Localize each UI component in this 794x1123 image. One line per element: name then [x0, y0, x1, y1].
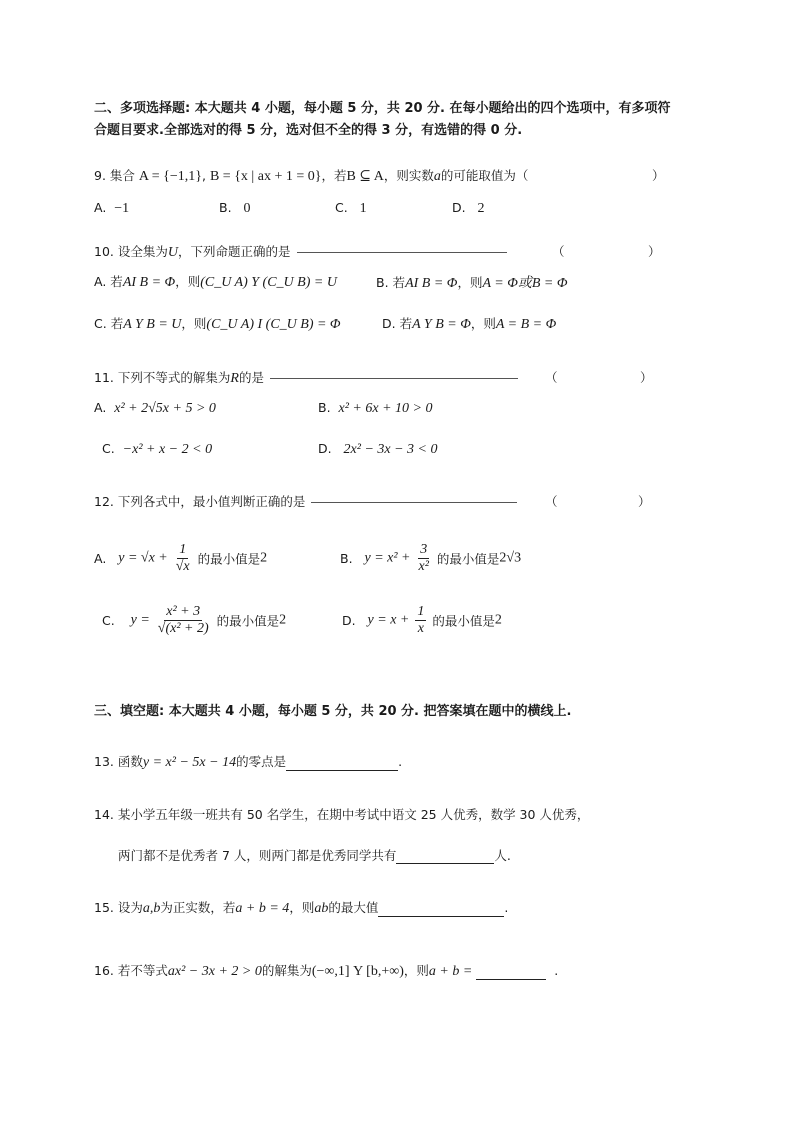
fraction — [415, 604, 426, 637]
option-min-value: 2 — [494, 612, 502, 628]
option-value: −1 — [114, 201, 130, 216]
section2-title-line1: 二、多项选择题: 本大题共 4 小题，每小题 5 分，共 20 分. 在每小题给出的四个选项中，有多项符 — [94, 101, 671, 116]
q9-option-a — [94, 200, 129, 217]
q15-condition: a + b = 4 — [235, 901, 290, 916]
option-math: y = — [130, 612, 150, 628]
q13-period: . — [398, 754, 403, 769]
fraction-denominator: √(x² + 2) — [157, 621, 209, 636]
q15-number: 15. — [94, 900, 114, 915]
q13-text2: 的零点是 — [236, 754, 287, 769]
option-math: −x² + x − 2 < 0 — [122, 442, 213, 457]
option-label: D. — [452, 200, 466, 215]
fraction — [417, 542, 431, 575]
q16-number: 16. — [94, 963, 114, 978]
option-text: ，则 — [457, 275, 483, 290]
q11-option-d — [318, 441, 438, 458]
q14-number: 14. — [94, 807, 114, 822]
q9-set-b: B = {x | ax + 1 = 0} — [209, 169, 322, 184]
option-text: 的最小值是 — [216, 613, 280, 629]
q16-inequality: ax² − 3x + 2 > 0 — [167, 964, 262, 979]
option-math: AI B = Φ — [122, 275, 176, 290]
q12-stem — [94, 492, 523, 510]
q16-period: . — [554, 963, 559, 978]
option-label: C. — [94, 316, 107, 331]
fraction — [156, 604, 211, 637]
option-label: C. — [335, 200, 348, 215]
fraction-denominator: x — [417, 621, 424, 636]
option-min-value: 2 — [260, 550, 268, 566]
q16-text2: 的解集为 — [261, 963, 312, 978]
option-value: 2 — [477, 201, 485, 216]
q10-stem — [94, 242, 513, 261]
q9-option-d — [452, 200, 485, 217]
q11-paren-left: （ — [545, 370, 558, 385]
option-text: 的最小值是 — [197, 551, 261, 567]
q10-dash-line — [297, 252, 507, 253]
q13-function: y = x² − 5x − 14 — [142, 755, 237, 770]
option-label: B. — [340, 551, 353, 566]
q9-option-b — [219, 200, 250, 217]
q11-option-a — [94, 400, 216, 417]
option-min-value: 2√3 — [499, 550, 522, 566]
q9-text1: 集合 — [109, 168, 135, 183]
q10-option-d — [382, 314, 556, 333]
option-math: (C_U A) I (C_U B) = Φ — [206, 317, 341, 332]
q9-text4: ，则实数 — [383, 168, 434, 183]
option-math: y = √x + — [118, 550, 168, 566]
option-math: y = x + — [367, 612, 410, 628]
q13-answer-blank[interactable] — [286, 756, 398, 771]
q16-text1: 若不等式 — [117, 963, 168, 978]
section3-title: 三、填空题: 本大题共 4 小题，每小题 5 分，共 20 分. 把答案填在题中的横线上. — [94, 704, 572, 719]
option-math: x² + 2√5x + 5 > 0 — [114, 401, 216, 416]
q15-text1: 设为 — [117, 900, 143, 915]
option-text: 若 — [110, 316, 124, 331]
q14-answer-blank[interactable] — [396, 849, 494, 864]
q9-close-paren: ） — [652, 168, 665, 183]
option-label: D. — [318, 441, 332, 456]
fraction — [174, 542, 192, 575]
option-math: A Y B = U — [123, 317, 182, 332]
q11-text1: 下列不等式的解集为 — [117, 370, 231, 385]
q10-number: 10. — [94, 244, 114, 259]
q10-option-c — [94, 314, 341, 333]
option-min-value: 2 — [279, 612, 287, 628]
option-math: A = Φ或B = Φ — [482, 276, 568, 291]
option-label: A. — [94, 200, 107, 215]
q12-option-d — [342, 604, 502, 637]
q11-paren-right: ） — [640, 370, 653, 385]
q9-condition: B ⊆ A — [346, 169, 384, 184]
option-text: 的最小值是 — [432, 613, 495, 629]
q9-text3: ，若 — [321, 168, 347, 183]
q16-solution-set: (−∞,1] Y [b,+∞) — [311, 964, 404, 979]
fraction-numerator: 3 — [420, 542, 428, 557]
option-value: 0 — [243, 201, 251, 216]
option-math: AI B = Φ — [405, 276, 458, 291]
fraction-numerator: 1 — [179, 542, 187, 557]
q14-line1 — [94, 805, 589, 823]
q9-number: 9. — [94, 168, 106, 183]
option-label: B. — [219, 200, 232, 215]
q10-option-a — [94, 272, 337, 291]
option-text: ，则 — [470, 316, 496, 331]
q12-dash-line — [311, 502, 517, 503]
option-label: A. — [94, 274, 107, 289]
q11-text2: 的是 — [238, 370, 264, 385]
option-math: 2x² − 3x − 3 < 0 — [343, 442, 438, 457]
q14-text1: 某小学五年级一班共有 50 名学生，在期中考试中语文 25 人优秀，数学 30 人优秀， — [117, 807, 590, 822]
option-label: C. — [102, 613, 115, 628]
option-text: 若 — [110, 274, 123, 289]
q16-stem — [94, 961, 558, 980]
q11-number: 11. — [94, 370, 114, 385]
option-math: A Y B = Φ — [412, 317, 471, 332]
option-text: 若 — [399, 316, 413, 331]
q10-option-b — [376, 272, 568, 292]
q10-paren-right: ） — [648, 244, 661, 259]
option-label: A. — [94, 551, 107, 566]
q11-stem — [94, 368, 524, 387]
fraction-numerator: 1 — [417, 604, 425, 619]
q12-option-b — [340, 542, 521, 575]
q12-number: 12. — [94, 494, 114, 509]
q12-option-c — [102, 604, 286, 637]
option-label: D. — [382, 316, 396, 331]
option-math: y = x² + — [364, 550, 411, 566]
q11-option-c — [102, 441, 212, 458]
q12-text1: 下列各式中，最小值判断正确的是 — [117, 494, 306, 509]
q12-paren-right: ） — [638, 494, 651, 509]
q13-stem — [94, 752, 402, 771]
option-text: 的最小值是 — [436, 551, 500, 567]
q15-answer-blank[interactable] — [378, 902, 504, 917]
q15-period: . — [504, 900, 509, 915]
option-label: D. — [342, 613, 356, 628]
q12-paren-left: （ — [545, 494, 558, 509]
option-text: ，则 — [181, 316, 207, 331]
option-label: B. — [376, 275, 389, 290]
section2-title-line2: 合题目要求.全部选对的得 5 分，选对但不全的得 3 分，有选错的得 0 分. — [94, 123, 523, 138]
q16-sum: a + b = — [428, 964, 473, 979]
option-label: C. — [102, 441, 115, 456]
q12-option-a — [94, 542, 267, 575]
q10-text2: ，下列命题正确的是 — [178, 244, 291, 259]
q14-text2: 两门都不是优秀者 7 人，则两门都是优秀同学共有 — [118, 848, 397, 863]
q15-vars: a,b — [142, 901, 161, 916]
q14-unit: 人. — [494, 848, 511, 863]
q10-universal-set: U — [167, 245, 179, 260]
q11-dash-line — [270, 378, 518, 379]
option-math: x² + 6x + 10 > 0 — [338, 401, 433, 416]
q10-text1: 设全集为 — [117, 244, 168, 259]
q9-var: a — [433, 169, 441, 184]
q16-answer-blank[interactable] — [476, 965, 546, 980]
option-value: 1 — [359, 201, 367, 216]
option-text: 若 — [392, 275, 406, 290]
q15-product: ab — [314, 901, 329, 916]
option-math: (C_U A) Y (C_U B) = U — [200, 275, 337, 290]
option-math: A = B = Φ — [495, 317, 557, 332]
q9-text2: , — [202, 168, 206, 183]
q16-text3: ，则 — [403, 963, 429, 978]
q9-stem — [94, 166, 528, 185]
q15-text3: ，则 — [289, 900, 315, 915]
q11-option-b — [318, 400, 432, 417]
q13-number: 13. — [94, 754, 114, 769]
q9-option-c — [335, 200, 367, 217]
q14-line2 — [118, 846, 511, 864]
option-label: A. — [94, 400, 107, 415]
fraction-numerator: x² + 3 — [166, 604, 201, 619]
q13-text1: 函数 — [117, 754, 143, 769]
q9-text5: 的可能取值为（ — [440, 168, 529, 183]
q10-paren-left: （ — [552, 244, 565, 259]
option-text: ，则 — [175, 274, 201, 289]
fraction-denominator: √x — [175, 559, 190, 574]
q15-stem — [94, 898, 508, 917]
option-label: B. — [318, 400, 331, 415]
fraction-denominator: x² — [418, 559, 429, 574]
q9-set-a: A = {−1,1} — [138, 169, 202, 184]
q11-real-set: R — [230, 371, 239, 386]
q15-text2: 为正实数，若 — [160, 900, 236, 915]
q15-text4: 的最大值 — [328, 900, 379, 915]
